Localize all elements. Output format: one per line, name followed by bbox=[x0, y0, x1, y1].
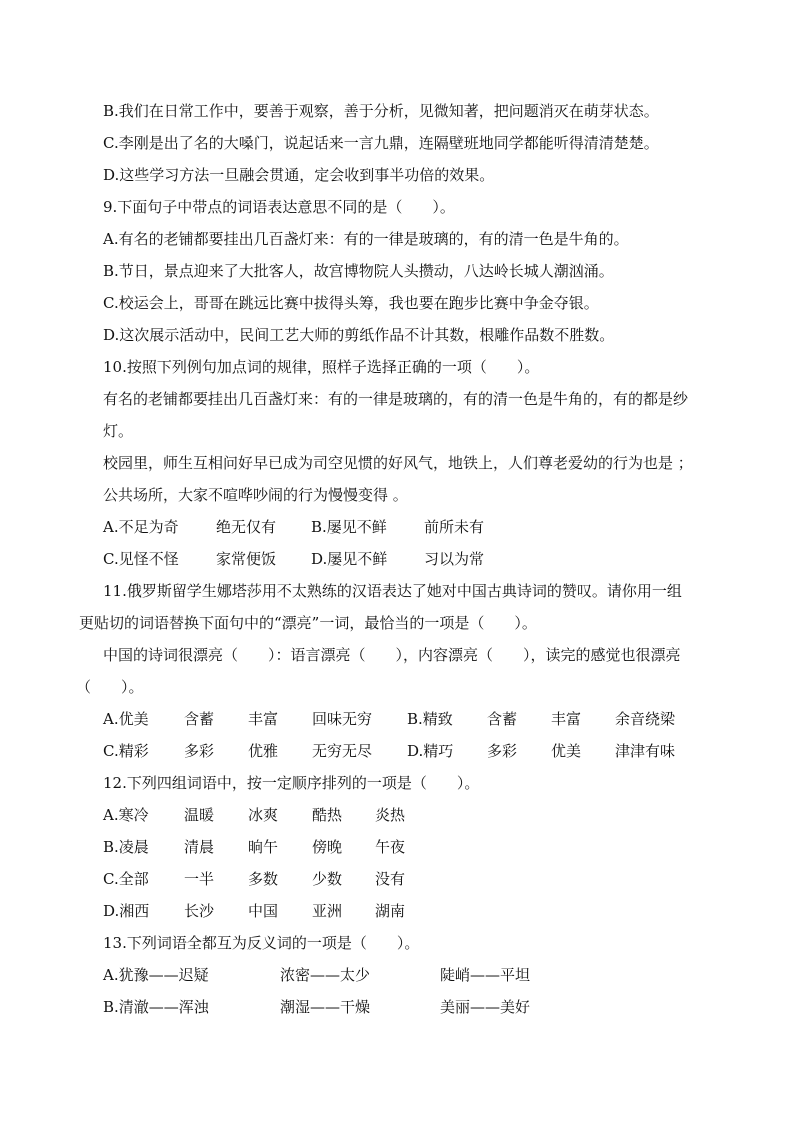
q12-word: 长沙 bbox=[184, 902, 215, 920]
q11-option-b[interactable]: B.精致 bbox=[407, 710, 453, 728]
q9-option-a: A.有名的老铺都要挂出几百盏灯来：有的一律是玻璃的，有的清一色是牛角的。 bbox=[103, 230, 629, 248]
q10-option-d-word-2: 习以为常 bbox=[424, 550, 485, 568]
q12-word: 炎热 bbox=[375, 806, 406, 824]
q12-word: 酷热 bbox=[312, 806, 343, 824]
q11-option-b-word-2: 含蓄 bbox=[487, 710, 518, 728]
q10-option-a[interactable]: A.不足为奇 bbox=[103, 518, 179, 536]
q12-word: 没有 bbox=[375, 870, 406, 888]
q12-word: 中国 bbox=[248, 902, 279, 920]
q11-option-d[interactable]: D.精巧 bbox=[407, 742, 454, 760]
q11-stem-line-1: 11.俄罗斯留学生娜塔莎用不太熟练的汉语表达了她对中国古典诗词的赞叹。请你用一组 bbox=[103, 582, 682, 600]
q12-word: 清晨 bbox=[184, 838, 215, 856]
q9-option-b: B.节日，景点迎来了大批客人，故宫博物院人头攒动，八达岭长城人潮汹涌。 bbox=[103, 262, 614, 280]
q13-pair: 浓密——太少 bbox=[280, 966, 371, 984]
q9-stem: 9.下面句子中带点的词语表达意思不同的是（ ）。 bbox=[103, 198, 455, 216]
q11-stem-line-2: 更贴切的词语替换下面句中的“漂亮”一词，最恰当的一项是（ ）。 bbox=[79, 614, 537, 632]
q10-option-a-word-2: 绝无仅有 bbox=[216, 518, 277, 536]
q8-option-c: C.李刚是出了名的大嗓门，说起话来一言九鼎，连隔壁班地同学都能听得清清楚楚。 bbox=[103, 134, 659, 152]
q12-option-b[interactable]: B.凌晨 bbox=[103, 838, 149, 856]
q10-option-d[interactable]: D.屡见不鲜 bbox=[311, 550, 388, 568]
q11-sentence-line-2: （ ）。 bbox=[76, 678, 144, 696]
q10-option-c[interactable]: C.见怪不怪 bbox=[103, 550, 179, 568]
q10-sentence-line-1: 校园里，师生互相问好早已成为司空见惯的好风气，地铁上，人们尊老爱幼的行为也是 ； bbox=[103, 454, 693, 472]
q11-option-a-word-3: 丰富 bbox=[248, 710, 279, 728]
q10-option-b[interactable]: B.屡见不鲜 bbox=[311, 518, 387, 536]
q12-word: 晌午 bbox=[248, 838, 279, 856]
q12-word: 亚洲 bbox=[312, 902, 343, 920]
q11-option-b-word-4: 余音绕梁 bbox=[615, 710, 676, 728]
q11-option-d-word-4: 津津有味 bbox=[615, 742, 676, 760]
q10-option-c-word-2: 家常便饭 bbox=[216, 550, 277, 568]
q13-pair: 潮湿——干燥 bbox=[280, 998, 371, 1016]
q12-word: 少数 bbox=[312, 870, 343, 888]
q12-word: 一半 bbox=[184, 870, 215, 888]
q11-option-a[interactable]: A.优美 bbox=[103, 710, 149, 728]
q12-option-c[interactable]: C.全部 bbox=[103, 870, 149, 888]
q11-option-d-word-3: 优美 bbox=[551, 742, 582, 760]
q13-pair: 陡峭——平坦 bbox=[440, 966, 531, 984]
q11-option-d-word-2: 多彩 bbox=[487, 742, 518, 760]
q9-option-c: C.校运会上，哥哥在跳远比赛中拔得头筹，我也要在跑步比赛中争金夺银。 bbox=[103, 294, 599, 312]
q13-stem: 13.下列词语全都互为反义词的一项是（ ）。 bbox=[103, 934, 420, 952]
q13-option-b[interactable]: B.清澈——浑浊 bbox=[103, 998, 209, 1016]
q8-option-b: B.我们在日常工作中，要善于观察，善于分析，见微知著，把问题消灭在萌芽状态。 bbox=[103, 102, 659, 120]
q12-stem: 12.下列四组词语中，按一定顺序排列的一项是（ ）。 bbox=[103, 774, 480, 792]
q9-option-d: D.这次展示活动中，民间工艺大师的剪纸作品不计其数，根雕作品数不胜数。 bbox=[103, 326, 615, 344]
q13-pair: 美丽——美好 bbox=[440, 998, 531, 1016]
q12-word: 午夜 bbox=[375, 838, 406, 856]
q12-word: 傍晚 bbox=[312, 838, 343, 856]
q12-word: 多数 bbox=[248, 870, 279, 888]
q10-sentence-line-2: 公共场所，大家不喧哗吵闹的行为慢慢变得 。 bbox=[103, 486, 408, 504]
q12-word: 湖南 bbox=[375, 902, 406, 920]
q12-word: 冰爽 bbox=[248, 806, 279, 824]
q11-option-a-word-2: 含蓄 bbox=[184, 710, 215, 728]
q11-option-c-word-4: 无穷无尽 bbox=[312, 742, 373, 760]
q11-option-c[interactable]: C.精彩 bbox=[103, 742, 149, 760]
q10-example-line-1: 有名的老铺都要挂出几百盏灯来：有的一律是玻璃的，有的清一色是牛角的，有的都是纱 bbox=[103, 390, 689, 408]
q12-option-d[interactable]: D.湘西 bbox=[103, 902, 150, 920]
q13-option-a[interactable]: A.犹豫——迟疑 bbox=[103, 966, 209, 984]
q8-option-d: D.这些学习方法一旦融会贯通，定会收到事半功倍的效果。 bbox=[103, 166, 495, 184]
q10-option-b-word-2: 前所未有 bbox=[424, 518, 485, 536]
q11-option-a-word-4: 回味无穷 bbox=[312, 710, 373, 728]
q10-example-line-2: 灯。 bbox=[103, 422, 134, 440]
q11-sentence-line-1: 中国的诗词很漂亮（ ）：语言漂亮（ ），内容漂亮（ ），读完的感觉也很漂亮 bbox=[103, 646, 681, 664]
q11-option-c-word-2: 多彩 bbox=[184, 742, 215, 760]
q11-option-b-word-3: 丰富 bbox=[551, 710, 582, 728]
q10-stem: 10.按照下列例句加点词的规律，照样子选择正确的一项（ ）。 bbox=[103, 358, 540, 376]
q11-option-c-word-3: 优雅 bbox=[248, 742, 279, 760]
q12-option-a[interactable]: A.寒冷 bbox=[103, 806, 149, 824]
q12-word: 温暖 bbox=[184, 806, 215, 824]
